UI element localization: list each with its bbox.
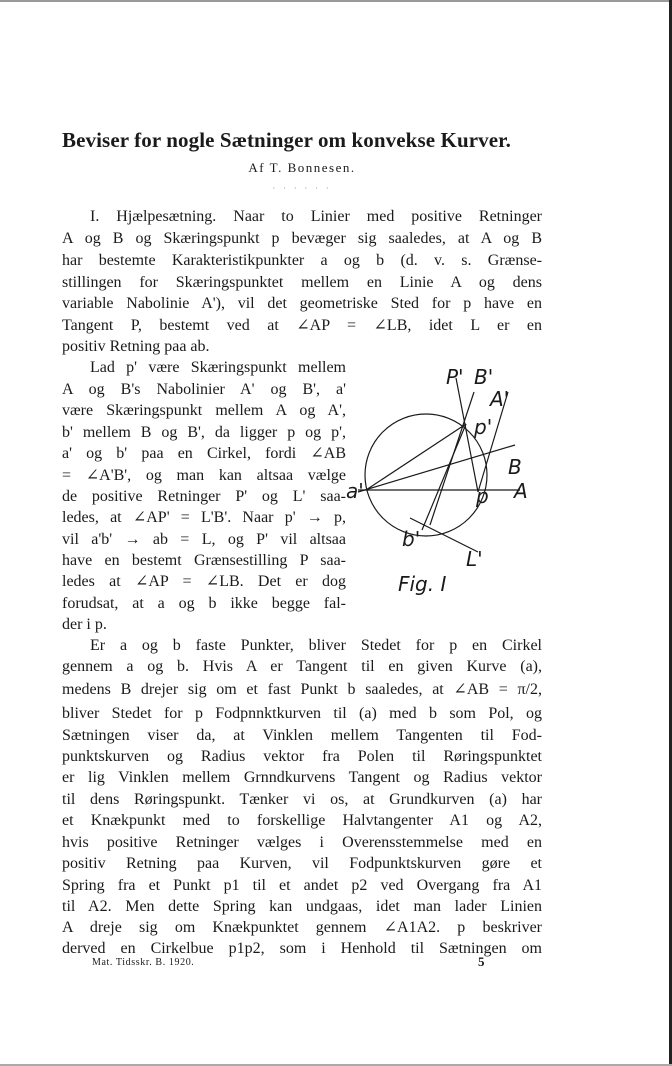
article-author: Af T. Bonnesen. xyxy=(248,160,356,175)
text-line: til A2. Men dette Spring kan undgaas, idet man lader Linien xyxy=(62,898,542,915)
page-number: 5 xyxy=(478,954,485,969)
label-A: A xyxy=(514,479,528,503)
text-line: variable Nabolinie A'), vil det geometriske Sted for p have en xyxy=(62,295,542,312)
text-line: = ∠A'B', og man kan altsaa vælge xyxy=(62,467,346,484)
text-line: stillingen for Skæringspunktet mellem en Linie A og dens xyxy=(62,274,542,291)
text-line: et Knækpunkt med to forskellige Halvtangenter A1 og A2, xyxy=(62,812,542,829)
text-line: b' mellem B og B', da ligger p og p', xyxy=(62,424,346,441)
text-line: har bestemte Karakteristikpunkter a og b (d. v. s. Grænse- xyxy=(62,252,542,269)
text-line: Er a og b faste Punkter, bliver Stedet for p en Cirkel xyxy=(90,637,542,654)
text-line: Sætningen viser da, at Vinklen mellem Tangenten til Fod- xyxy=(62,727,542,744)
journal-reference: Mat. Tidsskr. B. 1920. xyxy=(92,957,195,968)
text-line: have en bestemt Grænsestilling P saa- xyxy=(62,552,346,569)
line-B xyxy=(358,445,515,492)
text-line: A og B's Nabolinier A' og B', a' xyxy=(62,381,346,398)
scan-top-edge xyxy=(0,0,672,2)
label-A-prime: A' xyxy=(490,387,510,411)
text-line: gennem a og b. Hvis A er Tangent til en given Kurve (a), xyxy=(62,658,542,675)
label-B: B xyxy=(508,455,522,479)
label-p: p xyxy=(476,484,489,508)
text-line: derved en Cirkelbue p1p2, som i Henhold til Sætningen om xyxy=(62,940,542,957)
geometry-figure xyxy=(340,350,560,580)
text-line: Lad p' være Skæringspunkt mellem xyxy=(90,359,346,376)
text-line: forudsat, at a og b ikke begge fal- xyxy=(62,595,346,612)
text-line: vil a'b' → ab = L, og P' vil altsaa xyxy=(62,531,346,548)
line-b-p-prime xyxy=(422,424,466,530)
text-line: Tangent P, bestemt ved at ∠AP = ∠LB, idet L er en xyxy=(62,317,542,334)
text-line: der i p. xyxy=(62,616,107,633)
article-title: Beviser for nogle Sætninger om konvekse Kurver. xyxy=(62,128,512,152)
text-line: de positive Retninger P' og L' saa- xyxy=(62,488,346,505)
text-line: til dens Røringspunkt. Tænker vi os, at Grundkurven (a) har xyxy=(62,791,542,808)
title-separator: · · · · · · xyxy=(272,184,332,193)
label-a-prime: a' xyxy=(346,479,364,503)
text-line: A dreje sig om Knækpunktet gennem ∠A1A2. p beskriver xyxy=(62,919,542,936)
text-line: Spring fra et Punkt p1 til et andet p2 ved Overgang fra A1 xyxy=(62,877,542,894)
label-b-prime: b' xyxy=(402,527,421,551)
text-line: A og B og Skæringspunkt p bevæger sig saaledes, at A og B xyxy=(62,230,542,247)
text-line: være Skæringspunkt mellem A og A', xyxy=(62,402,346,419)
text-line: ledes, at ∠AP' = L'B'. Naar p' → p, xyxy=(62,509,346,526)
text-line: positiv Retning paa ab. xyxy=(62,338,210,355)
figure-caption: Fig. I xyxy=(398,572,447,596)
label-L-prime: L' xyxy=(466,547,483,571)
figure-circle xyxy=(365,414,487,536)
label-p-prime: p' xyxy=(474,415,493,439)
text-line: punktskurven og Radius vektor fra Polen til Røringspunktet xyxy=(62,748,542,765)
text-line: hvis positive Retninger vælges i Overensstemmelse med en xyxy=(62,834,542,851)
text-line: a' og b' paa en Cirkel, fordi ∠AB xyxy=(62,445,346,462)
text-line: positiv Retning paa Kurven, vil Fodpunktskurven gøre et xyxy=(62,855,542,872)
text-line: ledes at ∠AP = ∠LB. Det er dog xyxy=(62,573,346,590)
text-line: I. Hjælpesætning. Naar to Linier med positive Retninger xyxy=(90,208,542,225)
text-line: er lig Vinklen mellem Grnndkurvens Tangent og Radius vektor xyxy=(62,769,542,786)
label-B-prime: B' xyxy=(474,365,494,389)
text-line: bliver Stedet for p Fodpnnktkurven til (a) med b som Pol, og xyxy=(62,705,542,722)
label-P-prime: P' xyxy=(446,365,464,389)
text-line: medens B drejer sig om et fast Punkt b saaledes, at ∠AB = π/2, xyxy=(62,681,542,698)
